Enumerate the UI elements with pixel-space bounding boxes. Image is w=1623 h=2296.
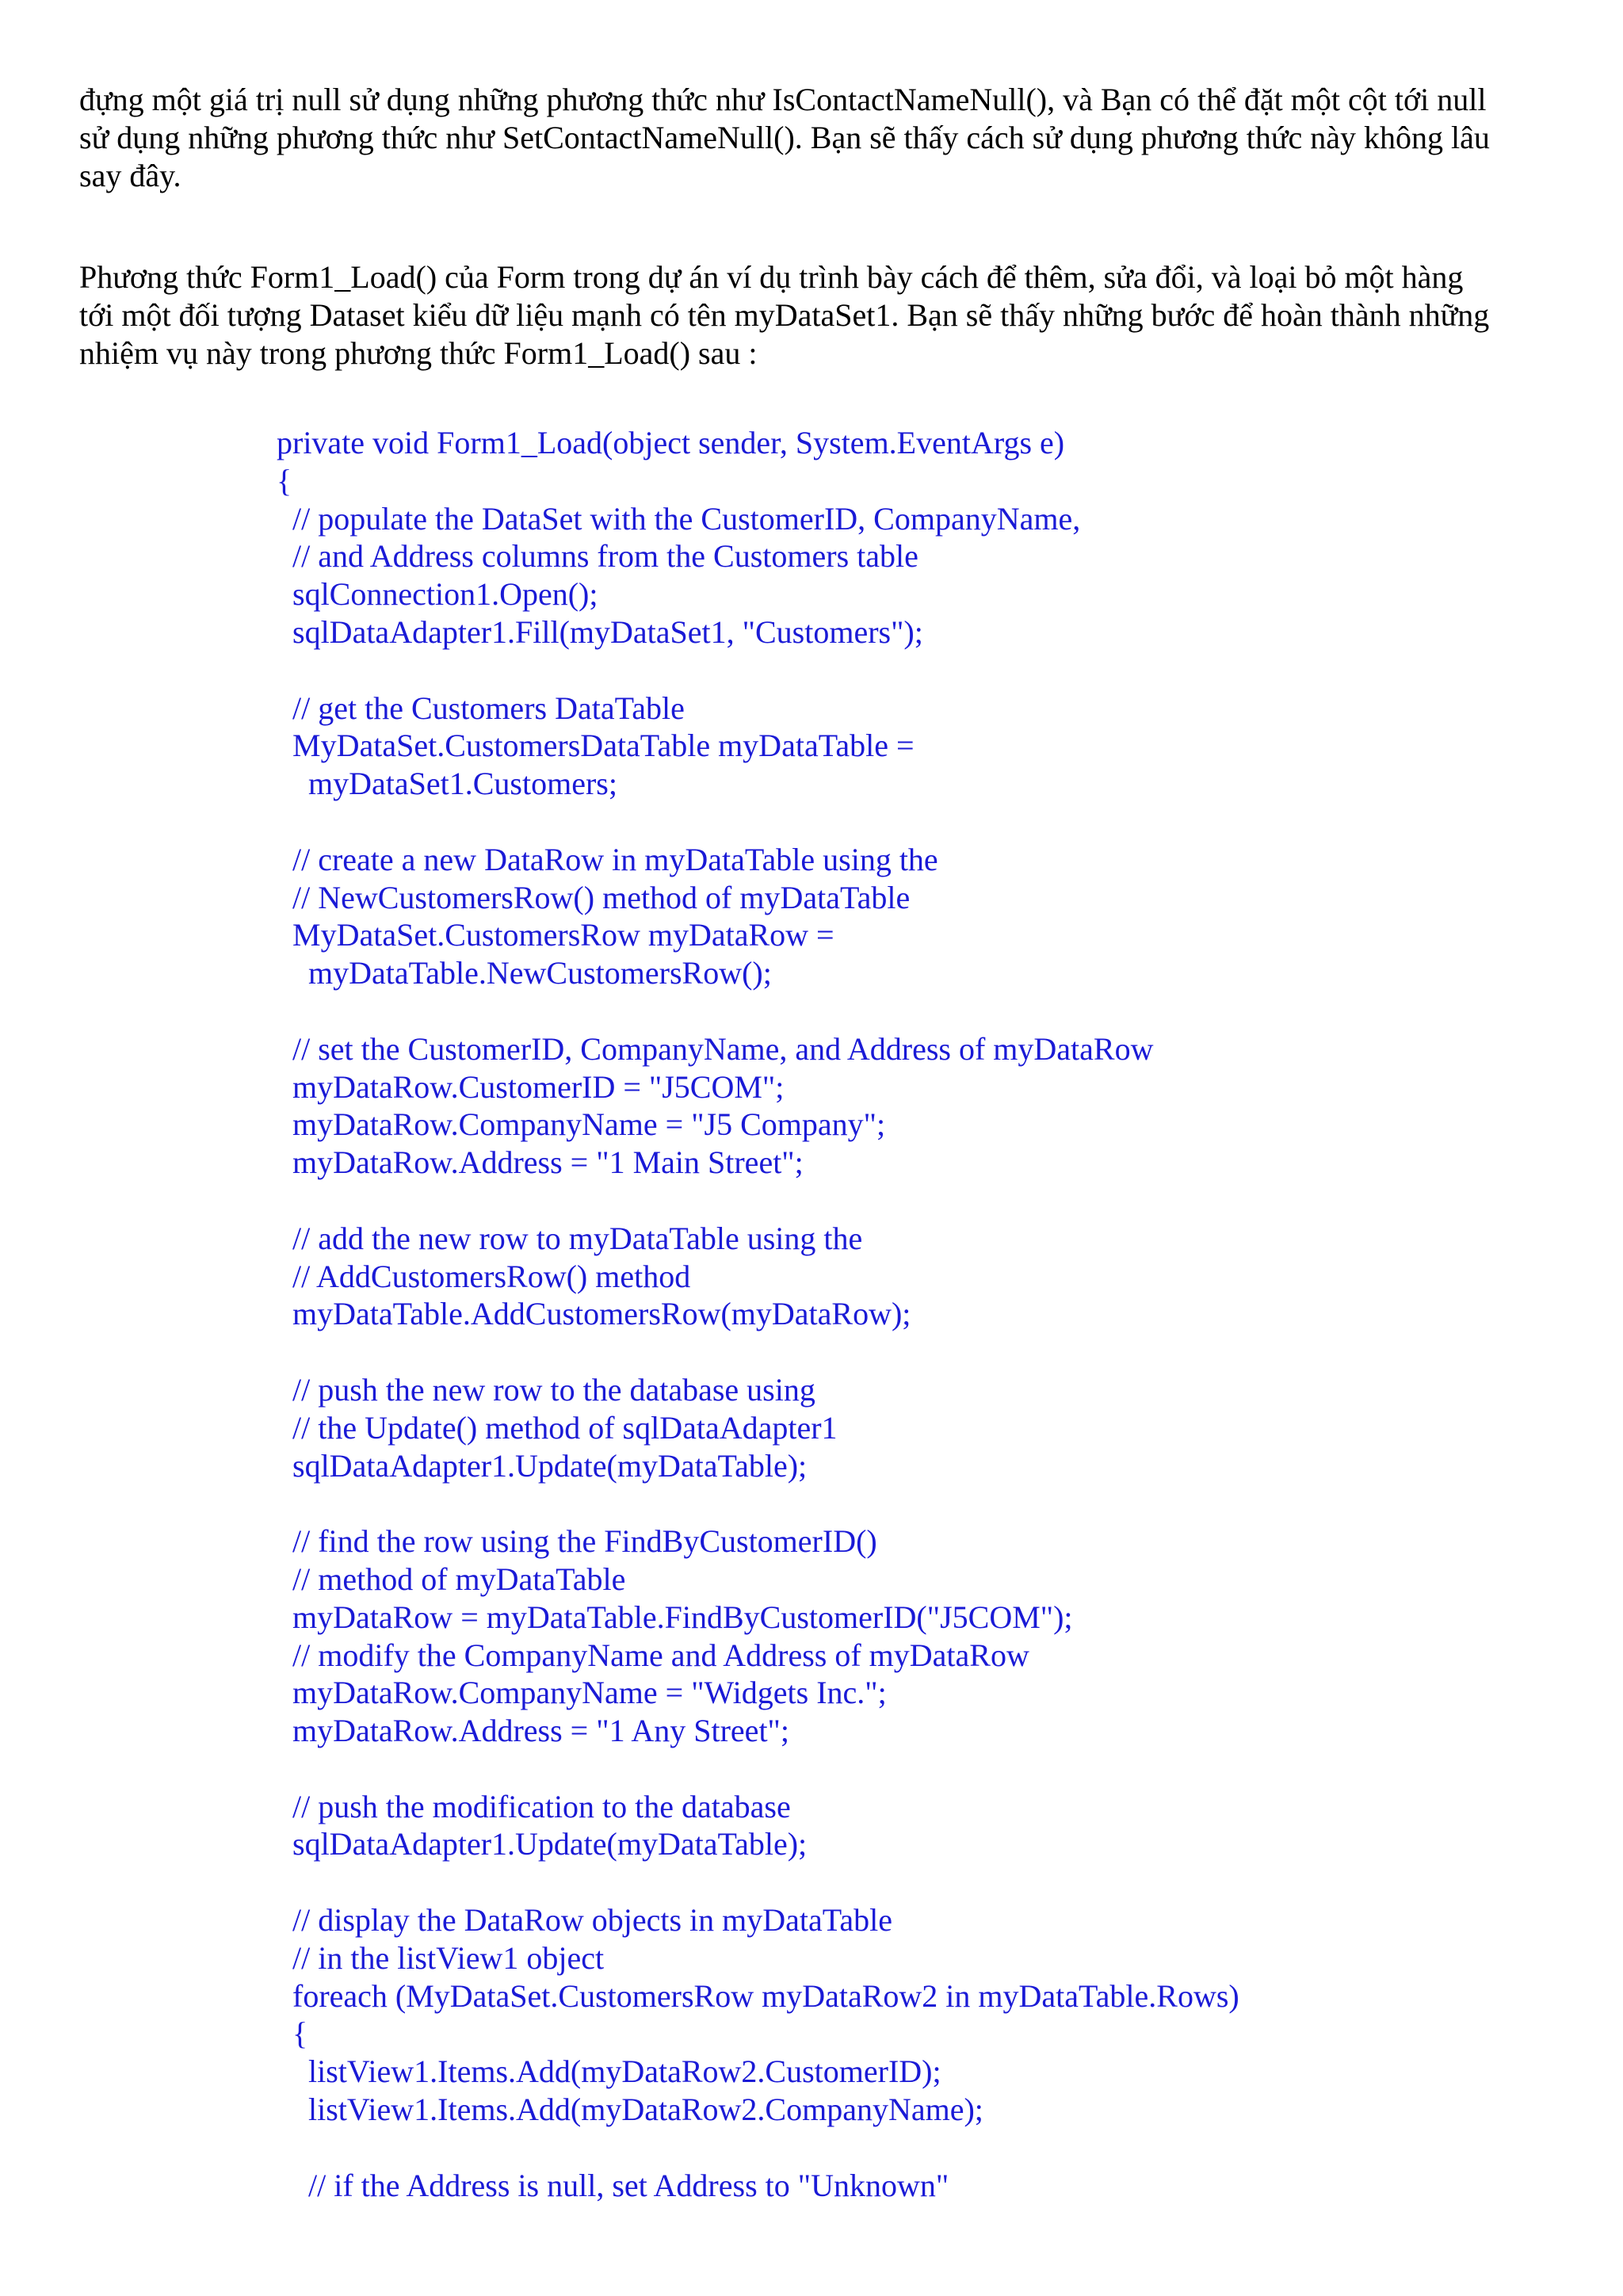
code-line: myDataRow.Address = "1 Any Street";: [277, 1713, 789, 1749]
code-line: {: [277, 2015, 308, 2052]
code-line: listView1.Items.Add(myDataRow2.CustomerID);: [277, 2053, 941, 2090]
paragraph-line: Phương thức Form1_Load() của Form trong dự án ví dụ trình bày cách để thêm, sửa đổi, và loại bỏ một hàng: [79, 259, 1464, 295]
code-line: // modify the CompanyName and Address of myDataRow: [277, 1637, 1029, 1673]
code-line: sqlConnection1.Open();: [277, 576, 598, 613]
code-line: [277, 1863, 1576, 1901]
code-line: // populate the DataSet with the CustomerID, CompanyName,: [277, 500, 1081, 537]
code-line: myDataSet1.Customers;: [277, 766, 617, 802]
code-line: sqlDataAdapter1.Update(myDataTable);: [277, 1447, 808, 1484]
code-line: // the Update() method of sqlDataAdapter1: [277, 1409, 838, 1446]
code-line: // in the listView1 object: [277, 1939, 605, 1976]
code-line: myDataRow.Address = "1 Main Street";: [277, 1144, 804, 1181]
code-line: // add the new row to myDataTable using the: [277, 1220, 863, 1256]
code-line: [277, 651, 1576, 690]
paragraph-intro: [79, 81, 1569, 195]
code-line: // display the DataRow objects in myDataTable: [277, 1902, 893, 1939]
code-line: myDataRow.CompanyName = "J5 Company";: [277, 1106, 886, 1143]
code-line: listView1.Items.Add(myDataRow2.CompanyName);: [277, 2092, 983, 2128]
paragraph-form-load: [79, 258, 1569, 372]
paragraph-line: say đây.: [79, 158, 181, 193]
code-line: // if the Address is null, set Address to "Unknown": [277, 2167, 949, 2203]
code-line: MyDataSet.CustomersRow myDataRow =: [277, 917, 834, 953]
paragraph-line: sử dụng những phương thức như SetContactNameNull(). Bạn sẽ thấy cách sử dụng phương thức này không lâu: [79, 120, 1490, 155]
code-line: [277, 992, 1576, 1030]
code-line: [277, 803, 1576, 841]
code-line: // and Address columns from the Customers table: [277, 538, 918, 575]
paragraph-line: tới một đối tượng Dataset kiểu dữ liệu mạnh có tên myDataSet1. Bạn sẽ thấy những bước để hoàn thành những: [79, 297, 1490, 333]
code-line: myDataRow.CompanyName = "Widgets Inc.";: [277, 1675, 887, 1711]
code-line: // push the modification to the database: [277, 1788, 791, 1824]
code-line: // create a new DataRow in myDataTable using the: [277, 841, 938, 877]
code-line: // method of myDataTable: [277, 1561, 626, 1597]
code-line: [277, 1333, 1576, 1371]
code-line: {: [277, 462, 292, 499]
code-line: [277, 1484, 1576, 1522]
code-listing: [277, 424, 1576, 2204]
code-line: // get the Customers DataTable: [277, 690, 685, 726]
code-line: foreach (MyDataSet.CustomersRow myDataRow2 in myDataTable.Rows): [277, 1977, 1239, 2014]
code-line: [277, 2129, 1576, 2167]
code-line: sqlDataAdapter1.Fill(myDataSet1, "Customers");: [277, 613, 923, 650]
code-line: // AddCustomersRow() method: [277, 1258, 691, 1294]
code-line: myDataTable.NewCustomersRow();: [277, 955, 772, 991]
code-line: myDataRow = myDataTable.FindByCustomerID("J5COM");: [277, 1599, 1073, 1635]
code-line: sqlDataAdapter1.Update(myDataTable);: [277, 1826, 808, 1862]
code-line: [277, 1750, 1576, 1788]
code-line: // NewCustomersRow() method of myDataTable: [277, 879, 911, 915]
code-line: myDataRow.CustomerID = "J5COM";: [277, 1068, 785, 1105]
code-line: // push the new row to the database using: [277, 1371, 815, 1408]
code-line: private void Form1_Load(object sender, System.EventArgs e): [277, 425, 1065, 460]
paragraph-line: đựng một giá trị null sử dụng những phương thức như IsContactNameNull(), và Bạn có thể đặt một cột tới null: [79, 82, 1487, 117]
code-line: [277, 1182, 1576, 1220]
code-line: // find the row using the FindByCustomerID(): [277, 1523, 877, 1560]
code-line: // set the CustomerID, CompanyName, and Address of myDataRow: [277, 1030, 1154, 1067]
code-line: myDataTable.AddCustomersRow(myDataRow);: [277, 1296, 911, 1332]
code-line: MyDataSet.CustomersDataTable myDataTable =: [277, 728, 915, 764]
paragraph-line: nhiệm vụ này trong phương thức Form1_Load() sau :: [79, 335, 758, 371]
